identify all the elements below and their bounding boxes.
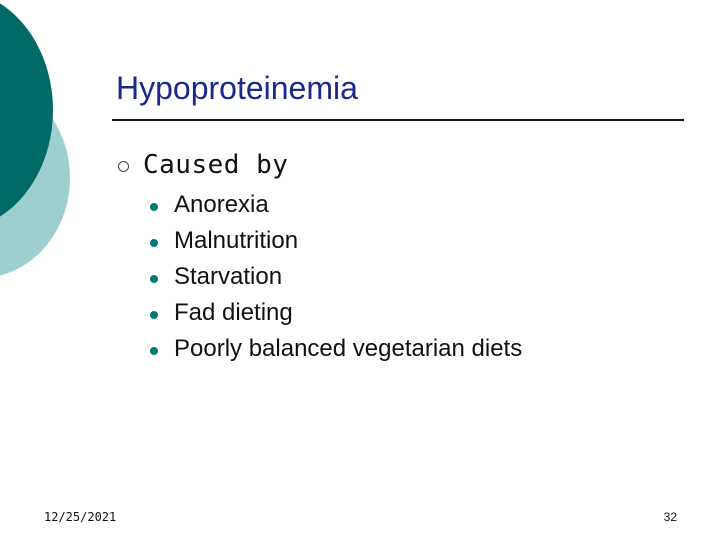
list-item — [150, 331, 522, 367]
list-item-label: Malnutrition — [174, 227, 299, 254]
list-item — [150, 187, 522, 223]
slide-title: Hypoproteinemia — [116, 70, 358, 106]
filled-circle-bullet-icon — [150, 239, 158, 247]
cause-list — [150, 187, 522, 367]
page-number: 32 — [663, 510, 677, 524]
level1-bullet-text: Caused by — [143, 150, 289, 180]
filled-circle-bullet-icon — [150, 203, 158, 211]
list-item-label: Starvation — [174, 263, 283, 290]
filled-circle-bullet-icon — [150, 275, 158, 283]
list-item-label: Poorly balanced vegetarian diets — [174, 335, 523, 362]
filled-circle-bullet-icon — [150, 347, 158, 355]
decorative-circles — [0, 0, 130, 300]
list-item — [150, 295, 522, 331]
list-item — [150, 259, 522, 295]
list-item — [150, 223, 522, 259]
level1-bullet-row — [118, 150, 288, 180]
hollow-circle-bullet-icon — [118, 161, 129, 172]
list-item-label: Anorexia — [174, 191, 269, 218]
title-divider — [112, 119, 684, 121]
filled-circle-bullet-icon — [150, 311, 158, 319]
footer-date: 12/25/2021 — [44, 510, 117, 524]
list-item-label: Fad dieting — [174, 299, 293, 326]
